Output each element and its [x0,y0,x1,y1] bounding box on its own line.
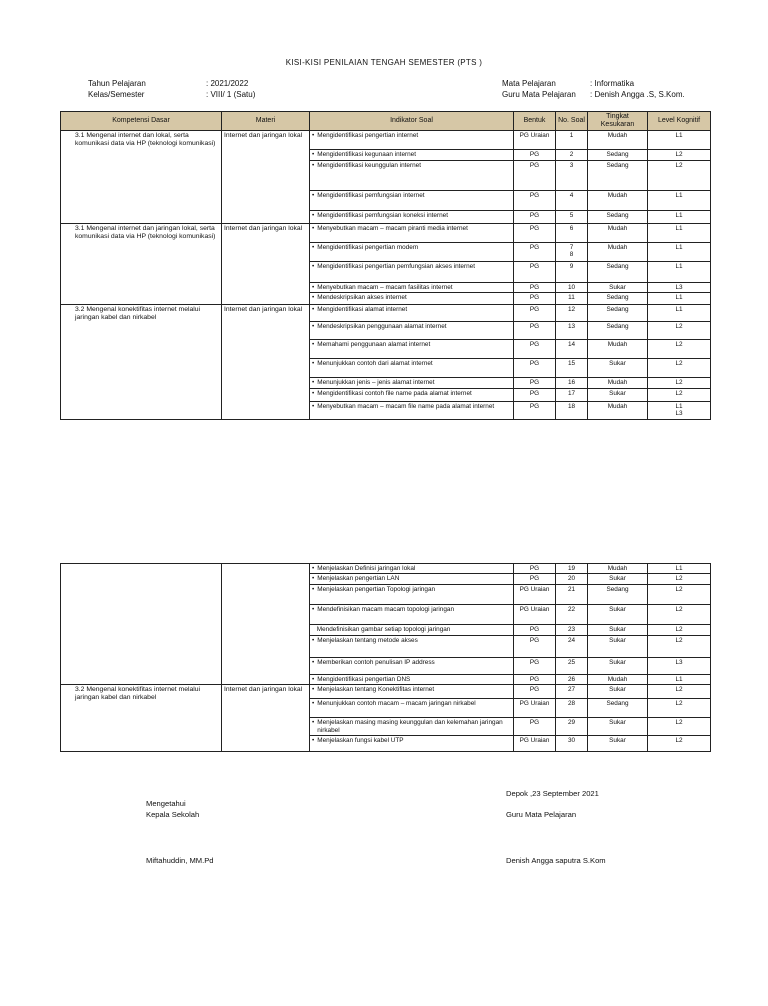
no-soal-cell: 23 [556,625,588,635]
materi-cell: Internet dan jaringan lokal [222,685,310,752]
header-tingkat: Tingkat Kesukaran [588,112,648,131]
tingkat-cell: Sedang [588,293,648,305]
bullet-icon: • [312,341,315,349]
level-cell: L2 [648,685,711,699]
level-cell: L2 [648,388,711,401]
indikator-cell [310,625,514,635]
materi-cell: Internet dan jaringan lokal [222,131,310,224]
tingkat-cell: Mudah [588,674,648,684]
no-soal-cell: 7 8 [556,243,588,262]
tingkat-cell: Sukar [588,657,648,674]
indikator-text: Mengidentifikasi pengertian pemfungsian akses internet [317,263,475,270]
bullet-icon: • [312,636,315,644]
meta-value: : 2021/2022 [206,79,249,88]
level-cell: L2 [648,161,711,191]
no-soal-cell: 20 [556,574,588,585]
tingkat-cell: Mudah [588,191,648,211]
no-soal-cell: 1 [556,131,588,150]
bentuk-cell: PG [514,340,556,359]
no-soal-cell: 3 [556,161,588,191]
indikator-text: Mengidentifikasi pengertian modem [317,244,419,251]
indikator-cell [310,585,514,605]
indikator-cell [310,388,514,401]
indikator-text: Mendeskripsikan akses internet [317,294,407,302]
kompetensi-dasar-cell-empty [61,564,222,685]
level-cell: L1 [648,224,711,243]
indikator-text: Mengidentifikasi contoh file name pada alamat internet [317,389,472,397]
no-soal-cell: 12 [556,305,588,322]
bullet-icon: • [312,225,315,232]
no-soal-cell: 27 [556,685,588,699]
indikator-cell [310,378,514,388]
no-soal-cell: 24 [556,635,588,657]
no-soal-cell: 18 [556,401,588,419]
level-cell: L2 [648,585,711,605]
no-soal-cell: 2 [556,150,588,161]
tingkat-cell: Sukar [588,283,648,293]
no-soal-cell: 25 [556,657,588,674]
kompetensi-dasar-cell: 3.2 Mengenal konektifitas internet melalui jaringan kabel dan nirkabel [61,685,222,752]
level-cell: L2 [648,150,711,161]
tingkat-cell: Mudah [588,224,648,243]
indikator-cell [310,699,514,718]
bentuk-cell: PG [514,564,556,574]
tingkat-cell: Sukar [588,736,648,752]
tingkat-cell: Sedang [588,150,648,161]
tingkat-cell: Sukar [588,718,648,736]
table-row [61,564,711,574]
indikator-text: Memberikan contoh penulisan IP address [317,658,435,666]
indikator-text: Menjelaskan tentang metode akses [317,636,418,644]
no-soal-cell: 5 [556,211,588,224]
level-cell: L1 [648,293,711,305]
bentuk-cell: PG Uraian [514,585,556,605]
level-cell: L1 [648,305,711,322]
indikator-cell [310,401,514,419]
bentuk-cell: PG [514,243,556,262]
indikator-text: Menyebutkan macam – macam fasilitas internet [317,284,453,291]
table-row [61,305,711,322]
tingkat-cell: Sedang [588,305,648,322]
indikator-text: Menjelaskan masing masing keunggulan dan kelemahan jaringan nirkabel [317,719,503,734]
indikator-text: Menyebutkan macam – macam file name pada alamat internet [317,402,495,410]
materi-cell: Internet dan jaringan lokal [222,305,310,419]
bullet-icon: • [312,658,315,666]
level-cell: L2 [648,322,711,340]
kompetensi-dasar-cell: 3.1 Mengenal internet dan jaringan lokal, serta komunikasi data via HP (teknologi komunikasi) [61,224,222,305]
table-row [61,224,711,243]
tingkat-cell: Sukar [588,685,648,699]
bullet-icon: • [312,212,315,219]
indikator-cell [310,718,514,736]
header-kompetensi: Kompetensi Dasar [61,112,222,131]
bentuk-cell: PG [514,293,556,305]
indikator-cell [310,211,514,224]
tingkat-cell: Sedang [588,585,648,605]
table-row [61,685,711,699]
level-cell: L1 [648,564,711,574]
level-cell: L2 [648,699,711,718]
kisi-table-2 [60,563,711,752]
indikator-text: Menjelaskan tentang Konektifitas internet [317,686,435,694]
bullet-icon: • [312,244,315,251]
indikator-cell [310,736,514,752]
level-cell: L2 [648,718,711,736]
indikator-text: Mengidentifikasi pengertian internet [317,132,419,139]
bentuk-cell: PG [514,718,556,736]
indikator-text: Menunjukkan jenis – jenis alamat internet [317,379,435,387]
bullet-icon: • [312,294,315,302]
meta-right [502,78,685,100]
no-soal-cell: 28 [556,699,588,718]
signature-left-label-1: Mengetahui [146,799,186,808]
meta-value: : Denish Angga .S, S.Kom. [590,90,685,99]
level-cell: L2 [648,359,711,378]
bullet-icon: • [312,323,315,331]
bullet-icon: • [312,192,315,199]
no-soal-cell: 6 [556,224,588,243]
indikator-cell [310,262,514,283]
bullet-icon: • [312,263,315,270]
indikator-cell [310,131,514,150]
indikator-cell [310,224,514,243]
no-soal-cell: 26 [556,674,588,684]
indikator-cell [310,674,514,684]
no-soal-cell: 22 [556,605,588,625]
table-row [61,131,711,150]
bullet-icon: • [312,284,315,291]
kompetensi-dasar-cell: 3.1 Mengenal internet dan lokal, serta komunikasi data via HP (teknologi komunikasi) [61,131,222,224]
level-cell: L2 [648,574,711,585]
bullet-icon [312,626,314,633]
kompetensi-dasar-cell: 3.2 Mengenal konektifitas internet melalui jaringan kabel dan nirkabel [61,305,222,419]
bullet-icon: • [312,719,315,727]
indikator-text: Mengidentifikasi keunggulan internet [317,162,421,169]
bentuk-cell: PG [514,657,556,674]
header-materi: Materi [222,112,310,131]
bullet-icon: • [312,700,315,708]
place-date: Depok ,23 September 2021 [506,789,599,798]
indikator-cell [310,322,514,340]
indikator-cell [310,574,514,585]
bullet-icon: • [312,379,315,387]
bullet-icon: • [312,737,315,745]
signature-right-name: Denish Angga saputra S.Kom [506,856,606,865]
level-cell: L2 [648,340,711,359]
no-soal-cell: 19 [556,564,588,574]
level-cell: L1 [648,674,711,684]
no-soal-cell: 16 [556,378,588,388]
bentuk-cell: PG [514,625,556,635]
bentuk-cell: PG [514,359,556,378]
indikator-cell [310,657,514,674]
meta-left [88,78,255,100]
bullet-icon: • [312,586,315,594]
level-cell: L1 [648,211,711,224]
level-cell: L2 [648,635,711,657]
indikator-cell [310,293,514,305]
signature-left-label-2: Kepala Sekolah [146,810,200,819]
indikator-cell [310,305,514,322]
bentuk-cell: PG [514,150,556,161]
bullet-icon: • [312,402,315,410]
indikator-text: Menunjukkan contoh dari alamat internet [317,360,433,368]
bentuk-cell: PG [514,401,556,419]
level-cell: L1 [648,131,711,150]
tingkat-cell: Sukar [588,625,648,635]
bentuk-cell: PG [514,161,556,191]
bentuk-cell: PG [514,674,556,684]
no-soal-cell: 29 [556,718,588,736]
materi-cell-empty [222,564,310,685]
level-cell: L2 [648,736,711,752]
indikator-cell [310,635,514,657]
indikator-cell [310,340,514,359]
level-cell: L1 [648,191,711,211]
no-soal-cell: 9 [556,262,588,283]
indikator-text: Memahami penggunaan alamat internet [317,341,431,349]
bentuk-cell: PG [514,685,556,699]
bullet-icon: • [312,686,315,694]
no-soal-cell: 10 [556,283,588,293]
no-soal-cell: 21 [556,585,588,605]
header-level: Level Kognitif [648,112,711,131]
indikator-text: Menjelaskan fungsi kabel UTP [317,737,404,745]
signature-left-name: Miftahuddin, MM.Pd [146,856,214,865]
level-cell: L1 [648,262,711,283]
indikator-text: Mengidentifikasi alamat internet [317,306,408,314]
no-soal-cell: 14 [556,340,588,359]
tingkat-cell: Sedang [588,262,648,283]
indikator-text: Mendeskripsikan penggunaan alamat internet [317,323,447,331]
bentuk-cell: PG Uraian [514,131,556,150]
bentuk-cell: PG [514,388,556,401]
indikator-text: Menunjukkan contoh macam – macam jaringan nirkabel [317,700,476,708]
bullet-icon: • [312,675,315,683]
level-cell: L3 [648,657,711,674]
tingkat-cell: Sedang [588,699,648,718]
level-cell: L2 [648,378,711,388]
indikator-text: Mendefinisikan macam macam topologi jaringan [317,606,455,614]
indikator-text: Menyebutkan macam – macam piranti media internet [317,225,468,232]
level-cell: L2 [648,605,711,625]
indikator-text: Mengidentifikasi pemfungsian koneksi internet [317,212,448,219]
level-cell: L1 [648,243,711,262]
meta-label: Tahun Pelajaran [88,79,146,88]
meta-value: : Informatika [590,79,635,88]
document-title: KISI-KISI PENILAIAN TENGAH SEMESTER (PTS ) [285,58,483,67]
indikator-cell [310,191,514,211]
no-soal-cell: 11 [556,293,588,305]
bentuk-cell: PG [514,322,556,340]
kisi-table-1 [60,111,711,420]
header-indikator: Indikator Soal [310,112,514,131]
no-soal-cell: 4 [556,191,588,211]
indikator-text: Menjelaskan pengertian LAN [317,575,400,583]
tingkat-cell: Sukar [588,359,648,378]
bentuk-cell: PG [514,635,556,657]
bentuk-cell: PG [514,574,556,585]
indikator-cell [310,685,514,699]
bullet-icon: • [312,575,315,583]
tingkat-cell: Sedang [588,161,648,191]
bentuk-cell: PG [514,378,556,388]
tingkat-cell: Mudah [588,401,648,419]
bentuk-cell: PG [514,191,556,211]
meta-label: Mata Pelajaran [502,79,556,88]
bullet-icon: • [312,606,315,614]
tingkat-cell: Sukar [588,635,648,657]
tingkat-cell: Mudah [588,243,648,262]
bullet-icon: • [312,151,315,158]
indikator-cell [310,161,514,191]
meta-label: Kelas/Semester [88,90,145,99]
bullet-icon: • [312,132,315,139]
indikator-text: Mengidentifikasi kegunaan internet [317,151,417,158]
indikator-text: Mendefinisikan gambar setiap topologi jaringan [316,626,451,634]
indikator-text: Menjelaskan Definisi jaringan lokal [317,565,416,572]
indikator-cell [310,359,514,378]
no-soal-cell: 30 [556,736,588,752]
tingkat-cell: Mudah [588,564,648,574]
bullet-icon: • [312,389,315,397]
no-soal-cell: 17 [556,388,588,401]
no-soal-cell: 13 [556,322,588,340]
tingkat-cell: Sukar [588,388,648,401]
indikator-text: Mengidentifikasi pengertian DNS [317,675,411,683]
signature-right-title: Guru Mata Pelajaran [506,810,577,819]
indikator-text: Menjelaskan pengertian Topologi jaringan [317,586,436,594]
tingkat-cell: Sedang [588,322,648,340]
bullet-icon: • [312,162,315,169]
bullet-icon: • [312,306,315,314]
header-no-soal: No. Soal [556,112,588,131]
header-bentuk: Bentuk [514,112,556,131]
level-cell: L1 L3 [648,401,711,419]
indikator-cell [310,564,514,574]
bentuk-cell: PG [514,305,556,322]
bullet-icon: • [312,360,315,368]
indikator-cell [310,605,514,625]
tingkat-cell: Mudah [588,131,648,150]
meta-value: : VIII/ 1 (Satu) [206,90,256,99]
materi-cell: Internet dan jaringan lokal [222,224,310,305]
level-cell: L2 [648,625,711,635]
bentuk-cell: PG Uraian [514,605,556,625]
bentuk-cell: PG [514,283,556,293]
tingkat-cell: Mudah [588,340,648,359]
bentuk-cell: PG [514,224,556,243]
tingkat-cell: Sukar [588,574,648,585]
bullet-icon: • [312,565,315,572]
bentuk-cell: PG [514,211,556,224]
tingkat-cell: Mudah [588,378,648,388]
indikator-text: Mengidentifikasi pemfungsian internet [317,192,425,199]
meta-label: Guru Mata Pelajaran [502,90,576,99]
indikator-cell [310,283,514,293]
tingkat-cell: Sedang [588,211,648,224]
bentuk-cell: PG Uraian [514,736,556,752]
tingkat-cell: Sukar [588,605,648,625]
indikator-cell [310,150,514,161]
indikator-cell [310,243,514,262]
bentuk-cell: PG [514,262,556,283]
level-cell: L3 [648,283,711,293]
bentuk-cell: PG Uraian [514,699,556,718]
no-soal-cell: 15 [556,359,588,378]
